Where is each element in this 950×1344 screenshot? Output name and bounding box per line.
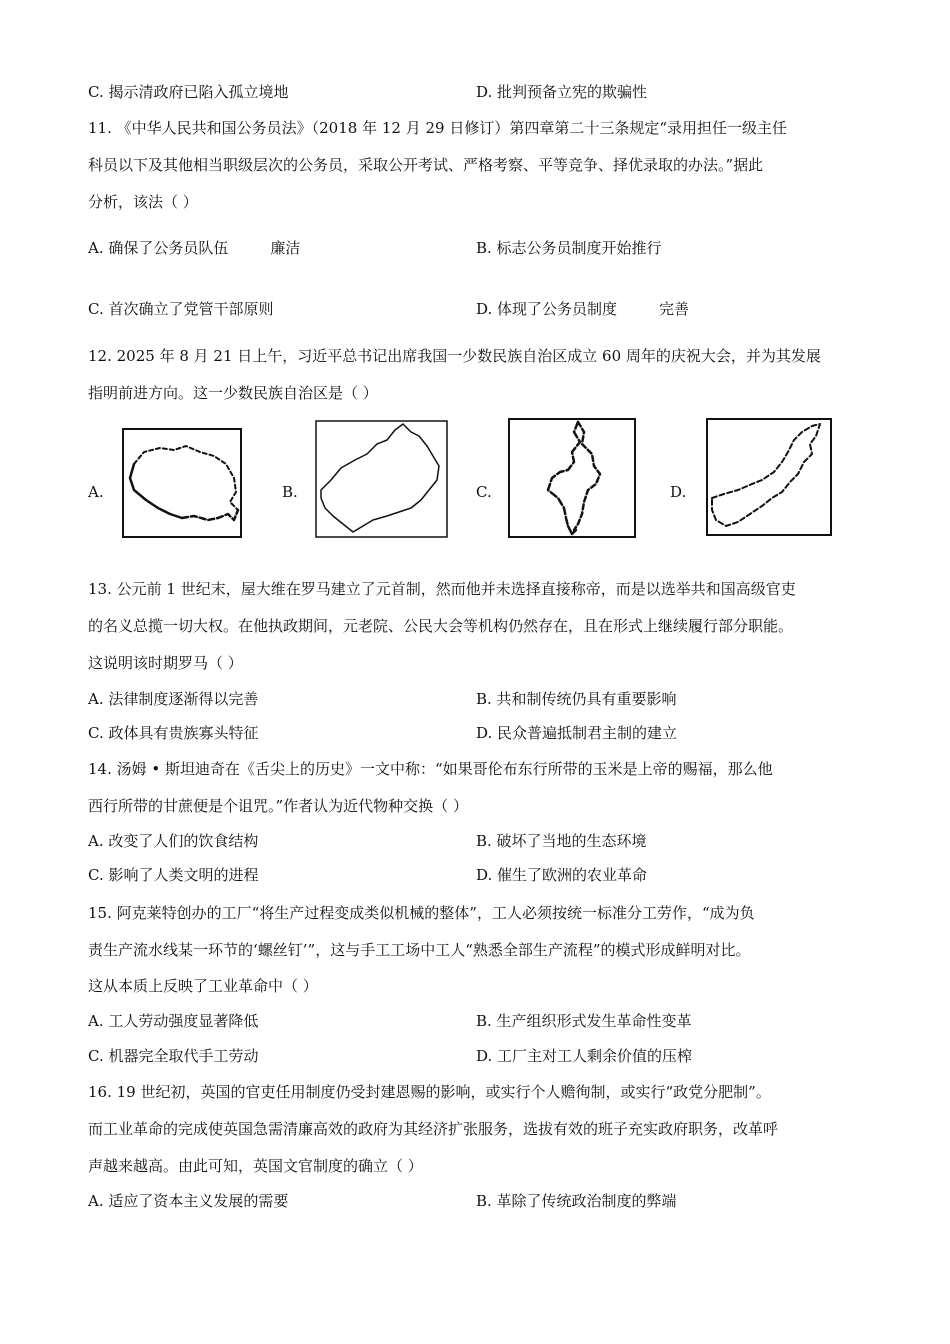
q13-stem-line-3: 这说明该时期罗马（ ） <box>88 654 243 672</box>
q14-option-b: B. 破坏了当地的生态环境 <box>476 832 647 850</box>
q15-option-d: D. 工厂主对工人剩余价值的压榨 <box>476 1047 693 1065</box>
q11-option-d-prefix: D. 体现了公务员制度 <box>476 300 618 318</box>
map-a-tibet-figure <box>122 428 242 538</box>
q13-option-d: D. 民众普遍抵制君主制的建立 <box>476 724 678 742</box>
q11-option-a <box>88 237 300 259</box>
q14-stem-line-1: 14. 汤姆 • 斯坦迪奇在《舌尖上的历史》一文中称：“如果哥伦布东行所带的玉米是上帝的赐福，那么他 <box>88 760 773 778</box>
map-d-inner-mongolia-figure <box>706 418 832 536</box>
map-label-b: B. <box>282 483 298 501</box>
q13-option-a: A. 法律制度逐渐得以完善 <box>88 690 259 708</box>
map-label-d: D. <box>670 483 687 501</box>
q15-stem-line-2: 责生产流水线某一环节的‘螺丝钉’”，这与手工工场中工人“熟悉全部生产流程”的模式形成鲜明对比。 <box>88 941 751 959</box>
q15-option-c: C. 机器完全取代手工劳动 <box>88 1047 259 1065</box>
q11-stem-line-1: 11. 《中华人民共和国公务员法》（2018 年 12 月 29 日修订）第四章第二十三条规定“录用担任一级主任 <box>88 119 787 137</box>
q11-option-c: C. 首次确立了党管干部原则 <box>88 300 274 318</box>
q12-stem-line-1: 12. 2025 年 8 月 21 日上午，习近平总书记出席我国一少数民族自治区成立 60 周年的庆祝大会，并为其发展 <box>88 347 821 365</box>
q16-stem-line-2: 而工业革命的完成使英国急需清廉高效的政府为其经济扩张服务，选拔有效的班子充实政府职务，改革呼 <box>88 1120 779 1138</box>
q16-stem-line-3: 声越来越高。由此可知，英国文官制度的确立（ ） <box>88 1157 423 1175</box>
q11-stem-line-2: 科员以下及其他相当职级层次的公务员，采取公开考试、严格考察、平等竞争、择优录取的办法。”据此 <box>88 156 764 174</box>
q13-stem-line-1: 13. 公元前 1 世纪末，屋大维在罗马建立了元首制，然而他并未选择直接称帝，而是以选举共和国高级官吏 <box>88 580 796 598</box>
q16-stem-line-1: 16. 19 世纪初，英国的官吏任用制度仍受封建恩赐的影响，或实行个人赡徇制，或实行“政党分肥制”。 <box>88 1083 771 1101</box>
q15-stem-line-3: 这从本质上反映了工业革命中（ ） <box>88 977 318 995</box>
q11-option-d-suffix: 完善 <box>659 300 690 318</box>
map-label-c: C. <box>476 483 492 501</box>
map-c-ningxia-figure <box>508 418 636 538</box>
q15-option-a: A. 工人劳动强度显著降低 <box>88 1012 259 1030</box>
q12-stem-line-2: 指明前进方向。这一少数民族自治区是（ ） <box>88 384 378 402</box>
q11-stem-line-3: 分析，该法（ ） <box>88 193 198 211</box>
q11-option-b: B. 标志公务员制度开始推行 <box>476 239 662 257</box>
q14-stem-line-2: 西行所带的甘蔗便是个诅咒。”作者认为近代物种交换（ ） <box>88 797 468 815</box>
map-b-xinjiang-figure <box>315 420 448 538</box>
q10-option-c: C. 揭示清政府已陷入孤立境地 <box>88 83 289 101</box>
map-label-a: A. <box>88 483 104 501</box>
q10-option-d: D. 批判预备立宪的欺骗性 <box>476 83 648 101</box>
q15-option-b: B. 生产组织形式发生革命性变革 <box>476 1012 692 1030</box>
q14-option-d: D. 催生了欧洲的农业革命 <box>476 866 648 884</box>
q16-option-a: A. 适应了资本主义发展的需要 <box>88 1192 289 1210</box>
q13-stem-line-2: 的名义总揽一切大权。在他执政期间，元老院、公民大会等机构仍然存在，且在形式上继续履行部分职能。 <box>88 617 794 635</box>
q14-option-a: A. 改变了人们的饮食结构 <box>88 832 259 850</box>
q11-option-a-prefix: A. 确保了公务员队伍 <box>88 239 229 257</box>
q16-option-b: B. 革除了传统政治制度的弊端 <box>476 1192 677 1210</box>
q13-option-b: B. 共和制传统仍具有重要影响 <box>476 690 677 708</box>
q11-option-d <box>476 298 689 320</box>
q13-option-c: C. 政体具有贵族寡头特征 <box>88 724 259 742</box>
q14-option-c: C. 影响了人类文明的进程 <box>88 866 259 884</box>
q15-stem-line-1: 15. 阿克莱特创办的工厂“将生产过程变成类似机械的整体”，工人必须按统一标准分工劳作，“成为负 <box>88 904 755 922</box>
q11-option-a-suffix: 廉洁 <box>270 239 301 257</box>
